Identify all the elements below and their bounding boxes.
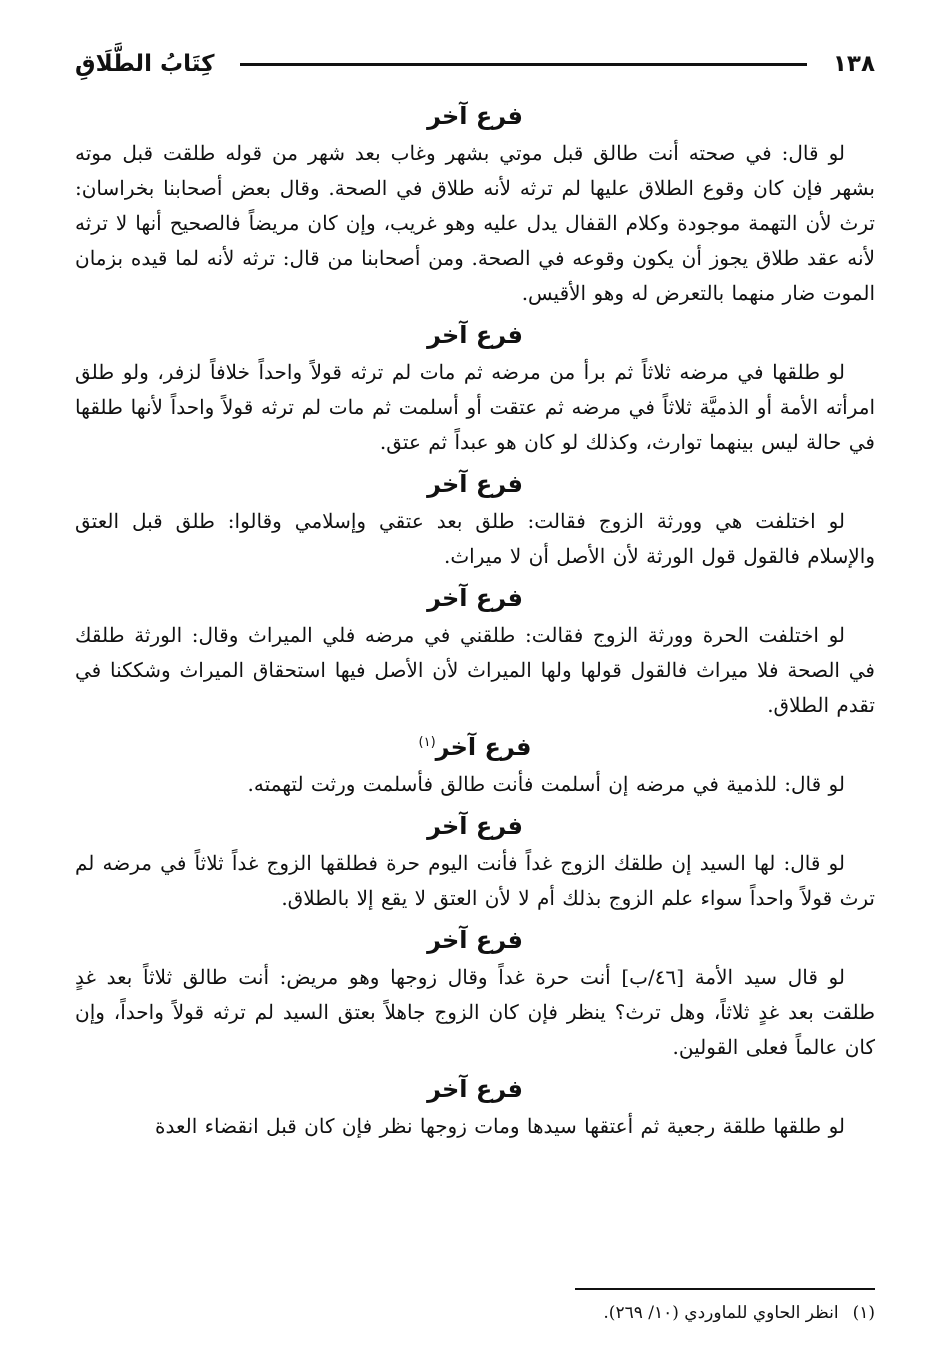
section-heading: فرع آخر: [427, 1075, 523, 1103]
page-number: ١٣٨: [832, 51, 875, 77]
page-header: [75, 42, 875, 86]
footnote-reference[interactable]: (١): [418, 735, 436, 750]
section-paragraph: لو قال سيد الأمة [٤٦/ب] أنت حرة غداً وقال زوجها وهو مريض: أنت طالق ثلاثاً بعد غدٍ طلقت بعد غدٍ ثلاثاً، وهل ترث؟ ينظر فإن كان الزوج جاهلاً بعتق السيد لم ترثه قولاً واحداً، وإن كان عالماً فعلى القولين.: [75, 965, 875, 1059]
section-heading: فرع آخر: [427, 926, 523, 954]
section-paragraph: لو اختلفت الحرة وورثة الزوج فقالت: طلقني في مرضه فلي الميراث وقال: الورثة طلقك في الصحة فلا ميراث فالقول قولها ولها الميراث لأن الأصل فيها استحقاق الميراث وشككنا في تقدم الطلاق.: [75, 623, 875, 717]
section-paragraph: لو طلقها طلقة رجعية ثم أعتقها سيدها ومات زوجها نظر فإن كان قبل انقضاء العدة: [154, 1114, 845, 1138]
header-rule: [240, 63, 806, 66]
section-paragraph: لو اختلفت هي وورثة الزوج فقالت: طلق بعد عتقي وإسلامي وقالوا: طلق قبل العتق والإسلام فالقول قول الورثة لأن الأصل أن لا ميراث.: [75, 509, 875, 568]
footnote-text: انظر الحاوي للماوردي (١٠/ ٢٦٩).: [603, 1303, 839, 1323]
section-heading: فرع آخر: [427, 321, 523, 349]
section-heading: فرع آخر: [427, 102, 523, 130]
footnote-number: (١): [852, 1303, 875, 1323]
section-paragraph: لو قال: للذمية في مرضه إن أسلمت فأنت طالق فأسلمت ورثت لتهمته.: [247, 772, 845, 796]
section-heading: فرع آخر: [427, 812, 523, 840]
footnote-divider: [575, 1288, 875, 1290]
book-page: [75, 0, 875, 1371]
section-paragraph: لو قال: في صحته أنت طالق قبل موتي بشهر وغاب بعد شهر من قوله طلقت قبل موته بشهر فإن كان وقوع الطلاق عليها لم ترثه لأنه طلاق في الصحة. وقال بعض أصحابنا بخراسان: ترث لأن التهمة موجودة وكلام القفال يدل عليه وهو غريب، وإن كان مريضاً فالصحيح أنها لا ترثه لأنه عقد طلاق يجوز أن يكون وقوعه في الصحة. ومن أصحابنا من قال: ترثه لأنه لما قيده بزمان الموت ضار منهما بالتعرض له وهو الأقيس.: [75, 141, 875, 305]
section-heading: فرع آخر: [427, 470, 523, 498]
book-title: كِتَابُ الطَّلَاقِ: [75, 51, 215, 77]
page-body: [75, 96, 875, 1148]
section-heading: فرع آخر$^{(١)}$: [418, 733, 532, 761]
section-paragraph: لو طلقها في مرضه ثلاثاً ثم برأ من مرضه ثم مات لم ترثه قولاً واحداً خلافاً لزفر، ولو طلق امرأته الأمة أو الذميَّة ثلاثاً في مرضه ثم عتقت أو أسلمت ثم مات لم ترثه قولاً واحداً لأنها طلقها في حالة ليس بينهما توارث، وكذلك لو كان هو عبداً ثم عتق.: [75, 360, 875, 454]
section-heading: فرع آخر: [427, 584, 523, 612]
section-paragraph: لو قال: لها السيد إن طلقك الزوج غداً فأنت اليوم حرة فطلقها الزوج غداً ثلاثاً في مرضه لم ترث قولاً واحداً سواء علم الزوج بذلك أم لا لأن العتق لا يقع إلا بالطلاق.: [75, 851, 875, 910]
footnote: [75, 1300, 875, 1326]
